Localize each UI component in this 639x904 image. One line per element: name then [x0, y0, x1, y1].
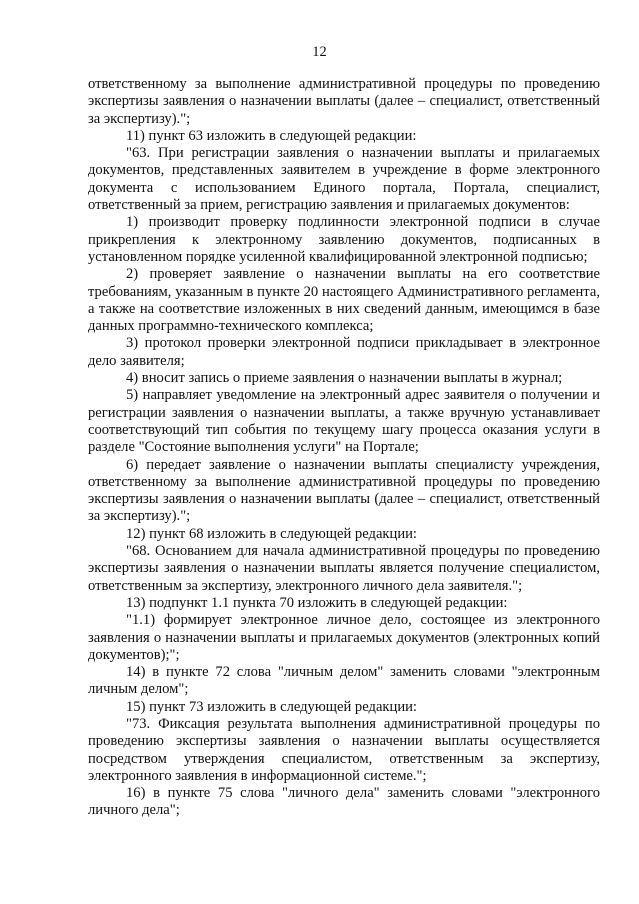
paragraph-item-15: 15) пункт 73 изложить в следующей редакции: — [126, 698, 417, 715]
paragraph-item-12: 12) пункт 68 изложить в следующей редакции: — [126, 525, 417, 542]
paragraph-subitem-2: 2) проверяет заявление о назначении выплаты на его соответствие требованиям, указанным в пункте 20 настоящего Административного регламента, а также на соответствие изложенных в них сведений данным, имеющимся в базе данных программно-технического комплекса; — [88, 266, 600, 335]
paragraph-clause-73: "73. Фиксация результата выполнения административной процедуры по проведению экспертизы заявления о назначении выплаты осуществляется посредством утверждения специалистом, ответственным за экспертизу, электронного заявления в информационной системе."; — [88, 715, 600, 784]
page-number: 12 — [312, 44, 327, 60]
paragraph-continuation: ответственному за выполнение административной процедуры по проведению экспертизы заявления о назначении выплаты (далее – специалист, ответственный за экспертизу)."; — [88, 76, 600, 127]
paragraph-clause-63: "63. При регистрации заявления о назначении выплаты и прилагаемых документов, представленных заявителем в учреждение в форме электронного документа с использованием Единого портала, Портала, специалист, ответственный за прием, регистрацию заявления и прилагаемых документов: — [88, 145, 600, 214]
paragraph-subitem-5: 5) направляет уведомление на электронный адрес заявителя о получении и регистрации заявления о назначении выплаты, а также вручную устанавливает соответствующий тип события по текущему шагу процесса оказания услуги в разделе "Состояние выполнения услуги" на Портале; — [88, 387, 600, 456]
paragraph-subitem-1: 1) производит проверку подлинности электронной подписи в случае прикрепления к электронному заявлению документов, подписанных в установленном порядке усиленной квалифицированной электронной подписью; — [88, 214, 600, 265]
paragraph-subitem-3: 3) протокол проверки электронной подписи прикладывает в электронное дело заявителя; — [88, 335, 600, 369]
paragraph-subclause-1-1: "1.1) формирует электронное личное дело, состоящее из электронного заявления о назначении выплаты и прилагаемых документов (электронных копий документов);"; — [88, 612, 600, 663]
paragraph-clause-68: "68. Основанием для начала административной процедуры по проведению экспертизы заявления о назначении выплаты является получение специалистом, ответственным за экспертизу, электронного личного дела заявителя."; — [88, 543, 600, 594]
paragraph-item-11: 11) пункт 63 изложить в следующей редакции: — [126, 127, 417, 144]
paragraph-item-13: 13) подпункт 1.1 пункта 70 изложить в следующей редакции: — [126, 594, 508, 611]
document-body — [88, 76, 600, 820]
paragraph-item-14: 14) в пункте 72 слова "личным делом" заменить словами "электронным личным делом"; — [88, 664, 600, 698]
paragraph-subitem-6: 6) передает заявление о назначении выплаты специалисту учреждения, ответственному за выполнение административной процедуры по проведению экспертизы заявления о назначении выплаты (далее – специалист, ответственный за экспертизу)."; — [88, 456, 600, 525]
paragraph-item-16: 16) в пункте 75 слова "личного дела" заменить словами "электронного личного дела"; — [88, 785, 600, 819]
paragraph-subitem-4: 4) вносит запись о приеме заявления о назначении выплаты в журнал; — [126, 370, 563, 387]
